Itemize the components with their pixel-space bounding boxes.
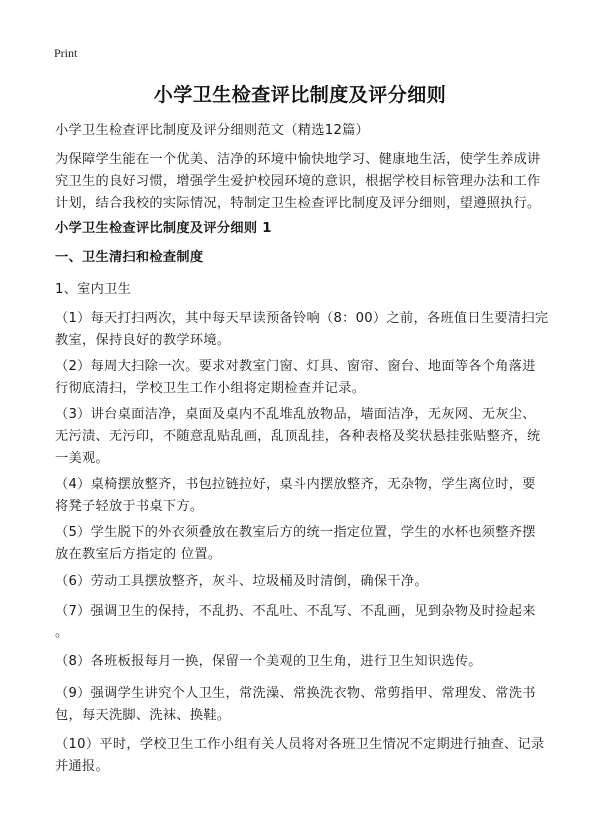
- list-item-line: 将凳子轻放于书桌下方。: [55, 499, 204, 514]
- list-item-line: （1）每天打扫两次，其中每天早读预备铃响（8：00）之前，各班值日生要清扫完: [55, 311, 549, 326]
- sub-heading: 1、室内卫生: [55, 282, 132, 297]
- list-item-line: （10）平时，学校卫生工作小组有关人员将对各班卫生情况不定期进行抽查、记录: [55, 737, 545, 752]
- list-item-line: 并通报。: [55, 759, 109, 774]
- list-item-line: 无污渍、无污印，不随意乱贴乱画，乱顶乱挂，各种表格及奖状悬挂张贴整齐，统: [55, 429, 541, 444]
- list-item-line: 包，每天洗脚、洗袜、换鞋。: [55, 708, 231, 723]
- document-subtitle: 小学卫生检查评比制度及评分细则范文（精选12篇）: [55, 123, 370, 138]
- intro-line: 究卫生的良好习惯，增强学生爱护校园环境的意识，根据学校目标管理办法和工作: [55, 174, 541, 189]
- list-item-line: 。: [55, 625, 69, 640]
- intro-line: 为保障学生能在一个优美、洁净的环境中愉快地学习、健康地生活，使学生养成讲: [55, 152, 541, 167]
- list-item-line: （8）各班板报每月一换，保留一个美观的卫生角，进行卫生知识选传。: [55, 654, 482, 669]
- section-heading: 小学卫生检查评比制度及评分细则 1: [55, 221, 272, 236]
- list-item-line: （5）学生脱下的外衣须叠放在教室后方的统一指定位置，学生的水杯也须整齐摆: [55, 525, 536, 540]
- list-item-line: 教室，保持良好的教学环境。: [55, 333, 231, 348]
- list-item-line: （6）劳动工具摆放整齐，灰斗、垃圾桶及时清倒，确保干净。: [55, 574, 428, 589]
- list-item-line: （7）强调卫生的保持，不乱扔、不乱吐、不乱写、不乱画，见到杂物及时捡起来: [55, 604, 536, 619]
- list-item-line: 放在教室后方指定的 位置。: [55, 547, 222, 562]
- part-heading: 一、卫生清扫和检查制度: [55, 250, 204, 265]
- list-item-line: （4）桌椅摆放整齐，书包拉链拉好，桌斗内摆放整齐，无杂物，学生离位时，要: [55, 477, 536, 492]
- list-item-line: 一美观。: [55, 451, 109, 466]
- list-item-line: 行彻底清扫，学校卫生工作小组将定期检查并记录。: [55, 381, 366, 396]
- document-title: 小学卫生检查评比制度及评分细则: [153, 84, 447, 106]
- print-label: Print: [54, 46, 78, 60]
- list-item-line: （2）每周大扫除一次。要求对教室门窗、灯具、窗帘、窗台、地面等各个角落进: [55, 359, 536, 374]
- list-item-line: （9）强调学生讲究个人卫生，常洗澡、常换洗衣物、常剪指甲、常理发、常洗书: [55, 686, 536, 701]
- list-item-line: （3）讲台桌面洁净，桌面及桌内不乱堆乱放物品，墙面洁净，无灰网、无灰尘、: [55, 407, 536, 422]
- intro-line: 计划，结合我校的实际情况，特制定卫生检查评比制度及评分细则，望遵照执行。: [55, 196, 541, 211]
